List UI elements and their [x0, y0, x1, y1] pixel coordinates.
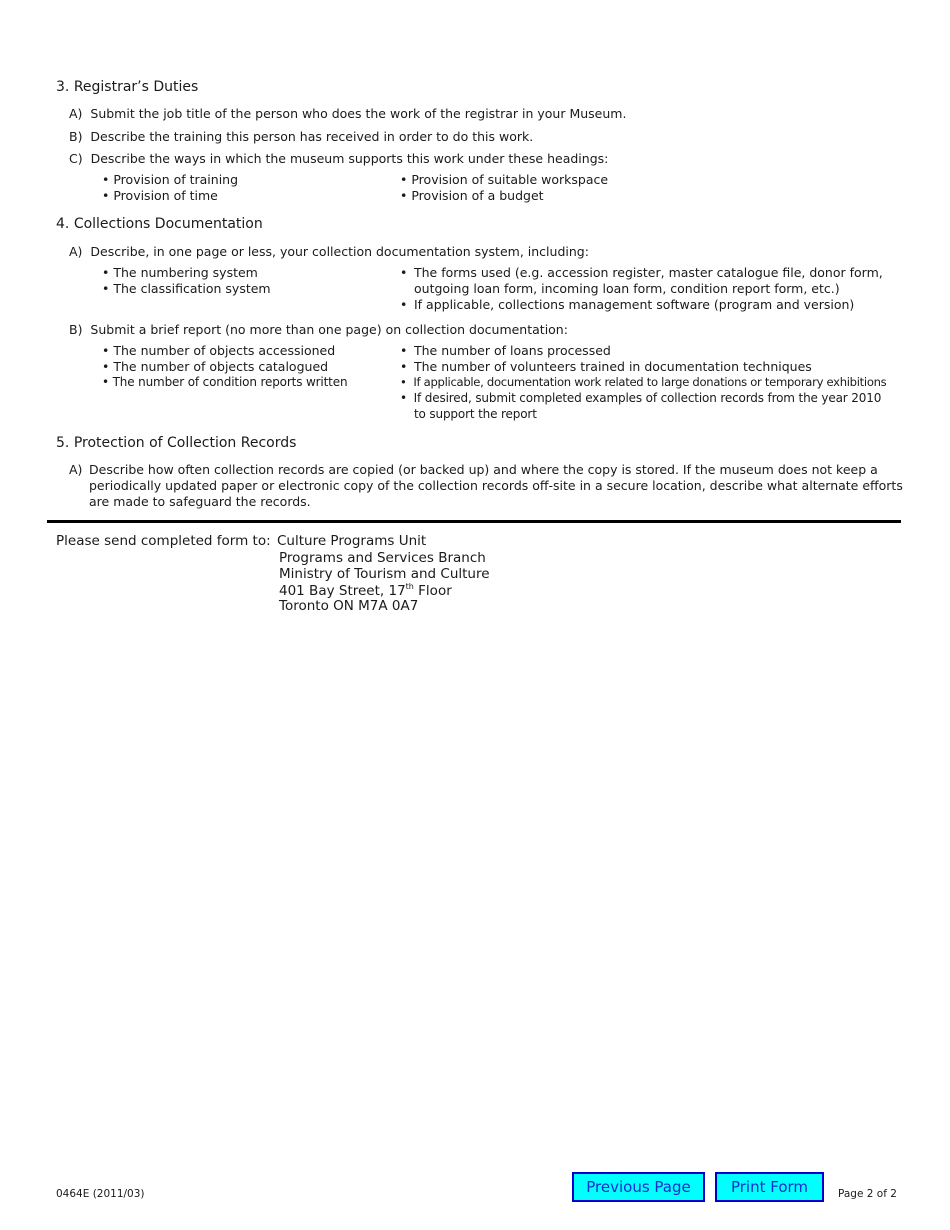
item-letter: B)	[69, 129, 83, 144]
previous-page-button[interactable]: Previous Page	[572, 1172, 705, 1202]
section-3-title	[56, 79, 198, 95]
section-title-text: Collections Documentation	[73, 216, 263, 232]
section-number: 5.	[56, 435, 70, 451]
section-5-item-a-letter: A)	[69, 462, 83, 477]
form-number: 0464E (2011/03)	[56, 1188, 145, 1200]
bullet-item: • Provision of time	[102, 188, 218, 203]
section-4-item-b	[69, 322, 568, 337]
item-text: Describe the training this person has received in order to do this work.	[90, 129, 534, 144]
bullet-item: • If applicable, collections management software (program and version)	[400, 297, 855, 312]
bullet-item: • Provision of training	[102, 172, 239, 187]
item-text: Describe the ways in which the museum supports this work under these headings:	[90, 151, 609, 166]
section-5-title	[56, 435, 296, 451]
address-line: Programs and Services Branch	[279, 550, 486, 566]
item-letter: C)	[69, 151, 83, 166]
section-3-item-b	[69, 129, 533, 144]
bullet-item: • The number of objects accessioned	[102, 343, 336, 358]
section-divider	[47, 520, 901, 523]
section-4-title	[56, 216, 263, 232]
bullet-item: • If desired, submit completed examples of collection records from the year 2010	[400, 391, 882, 405]
bullet-item: • The number of condition reports written	[102, 375, 348, 389]
paragraph-line: periodically updated paper or electronic copy of the collection records off-site in a secure location, describe what alternate efforts	[89, 478, 903, 493]
paragraph-line: Describe how often collection records are copied (or backed up) and where the copy is stored. If the museum does not keep a	[89, 462, 878, 477]
bullet-item: • The number of loans processed	[400, 343, 611, 358]
section-number: 3.	[56, 79, 70, 95]
bullet-item: • If applicable, documentation work related to large donations or temporary exhibitions	[400, 375, 887, 389]
address-line: Toronto ON M7A 0A7	[279, 598, 419, 614]
bullet-continuation: outgoing loan form, incoming loan form, condition report form, etc.)	[414, 281, 840, 296]
bullet-item: • The classification system	[102, 281, 271, 296]
bullet-item: • The forms used (e.g. accession register, master catalogue file, donor form,	[400, 265, 883, 280]
bullet-continuation: to support the report	[414, 407, 537, 421]
section-3-item-a	[69, 106, 626, 121]
bullet-item: • Provision of a budget	[400, 188, 544, 203]
print-form-button[interactable]: Print Form	[715, 1172, 824, 1202]
page-number: Page 2 of 2	[838, 1188, 897, 1200]
item-letter: B)	[69, 322, 83, 337]
section-title-text: Registrar’s Duties	[73, 79, 199, 95]
address-line-street: 401 Bay Street, 17th Floor	[279, 582, 452, 599]
item-text: Submit a brief report (no more than one page) on collection documentation:	[90, 322, 568, 337]
section-number: 4.	[56, 216, 70, 232]
section-4-item-a	[69, 244, 589, 259]
item-text: Submit the job title of the person who does the work of the registrar in your Museum.	[90, 106, 627, 121]
address-line: Culture Programs Unit	[277, 533, 427, 549]
item-letter: A)	[69, 106, 83, 121]
paragraph-line: are made to safeguard the records.	[89, 494, 311, 509]
item-letter: A)	[69, 244, 83, 259]
section-title-text: Protection of Collection Records	[73, 435, 297, 451]
item-text: Describe, in one page or less, your collection documentation system, including:	[90, 244, 589, 259]
address-line: Ministry of Tourism and Culture	[279, 566, 490, 582]
bullet-item: • The numbering system	[102, 265, 258, 280]
section-3-item-c	[69, 151, 608, 166]
bullet-item: • The number of objects catalogued	[102, 359, 329, 374]
bullet-item: • The number of volunteers trained in documentation techniques	[400, 359, 812, 374]
bullet-item: • Provision of suitable workspace	[400, 172, 609, 187]
mailing-label: Please send completed form to:	[56, 533, 271, 549]
